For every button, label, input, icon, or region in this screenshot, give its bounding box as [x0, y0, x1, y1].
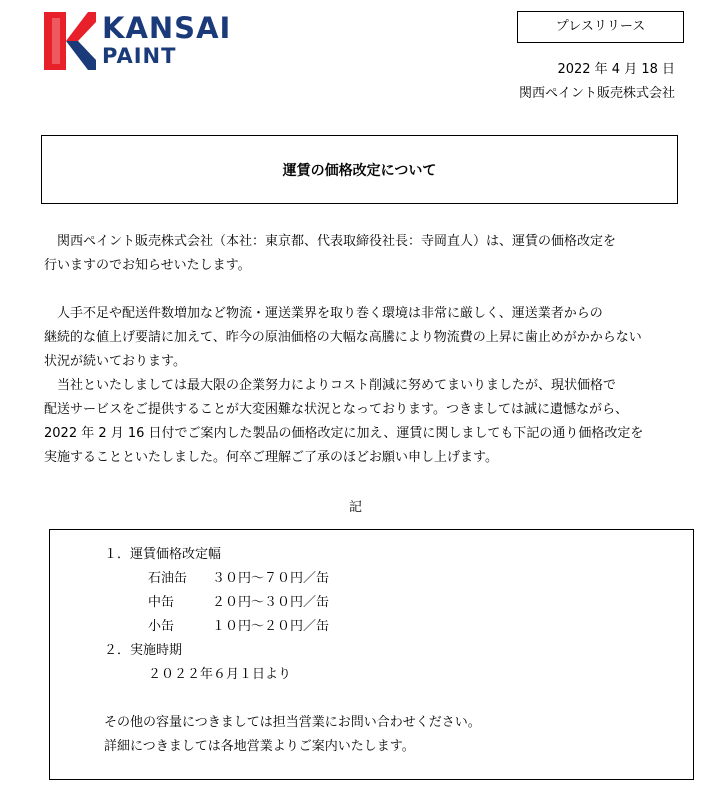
- paragraph-line: 継続的な値上げ要請に加えて、昨今の原油価格の大幅な高騰により物流費の上昇に歯止めがかからない: [44, 330, 642, 345]
- note-contact: その他の容量につきましては担当営業にお問い合わせください。: [104, 715, 481, 730]
- item-range: ３０円～７０円／缶: [212, 571, 330, 586]
- paragraph-background: [44, 302, 694, 374]
- price-item-row: [148, 618, 329, 636]
- paragraph-line: 2022 年 2 月 16 日付でご案内した製品の価格改定に加え、運賃に関しましても下記の通り価格改定を: [44, 426, 644, 441]
- kansai-paint-logo: [44, 11, 232, 70]
- details-box: [49, 529, 694, 780]
- item-name: 石油缶: [148, 571, 188, 586]
- section-1-heading: １．運賃価格改定幅: [104, 547, 222, 562]
- paragraph-line: 配送サービスをご提供することが大変困難な状況となっております。つきましては誠に遺憾ながら、: [44, 402, 628, 417]
- paragraph-line: 状況が続いております。: [44, 354, 186, 369]
- item-name: 小缶: [148, 619, 175, 634]
- ki-heading: 記: [348, 500, 362, 515]
- note-details: 詳細につきましては各地営業よりご案内いたします。: [104, 739, 415, 754]
- logo-wordmark-paint: PAINT: [102, 44, 177, 68]
- section-2-heading: ２．実施時期: [104, 643, 183, 658]
- price-item-row: [148, 594, 329, 612]
- paragraph-line: 行いますのでお知らせいたします。: [44, 258, 251, 273]
- paragraph-line: 関西ペイント販売株式会社（本社：東京都、代表取締役社長：寺岡直人）は、運賃の価格改定を: [44, 234, 617, 249]
- paragraph-announcement: [44, 374, 694, 470]
- document-title: 運賃の価格改定について: [282, 162, 437, 179]
- press-release-label: プレスリリース: [517, 11, 684, 43]
- paragraph-line: 実施することといたしました。何卒ご理解ご了承のほどお願い申し上げます。: [44, 450, 498, 465]
- document-title-box: [41, 135, 678, 204]
- paragraph-line: 人手不足や配送件数増加など物流・運送業界を取り巻く環境は非常に厳しく、運送業者からの: [44, 306, 603, 321]
- kansai-logo-mark-icon: [44, 12, 96, 70]
- item-range: １０円～２０円／缶: [212, 619, 330, 634]
- effective-date: ２０２２年６月１日より: [148, 667, 292, 682]
- paragraph-line: 当社といたしましては最大限の企業努力によりコスト削減に努めてまいりましたが、現状価格で: [44, 378, 617, 393]
- release-date: 2022 年 4 月 18 日: [557, 62, 675, 77]
- item-range: ２０円～３０円／缶: [212, 595, 330, 610]
- item-name: 中缶: [148, 595, 175, 610]
- paragraph-intro: [44, 230, 694, 278]
- price-item-row: [148, 570, 329, 588]
- company-name: 関西ペイント販売株式会社: [518, 86, 675, 101]
- logo-wordmark-kansai: KANSAI: [102, 11, 232, 45]
